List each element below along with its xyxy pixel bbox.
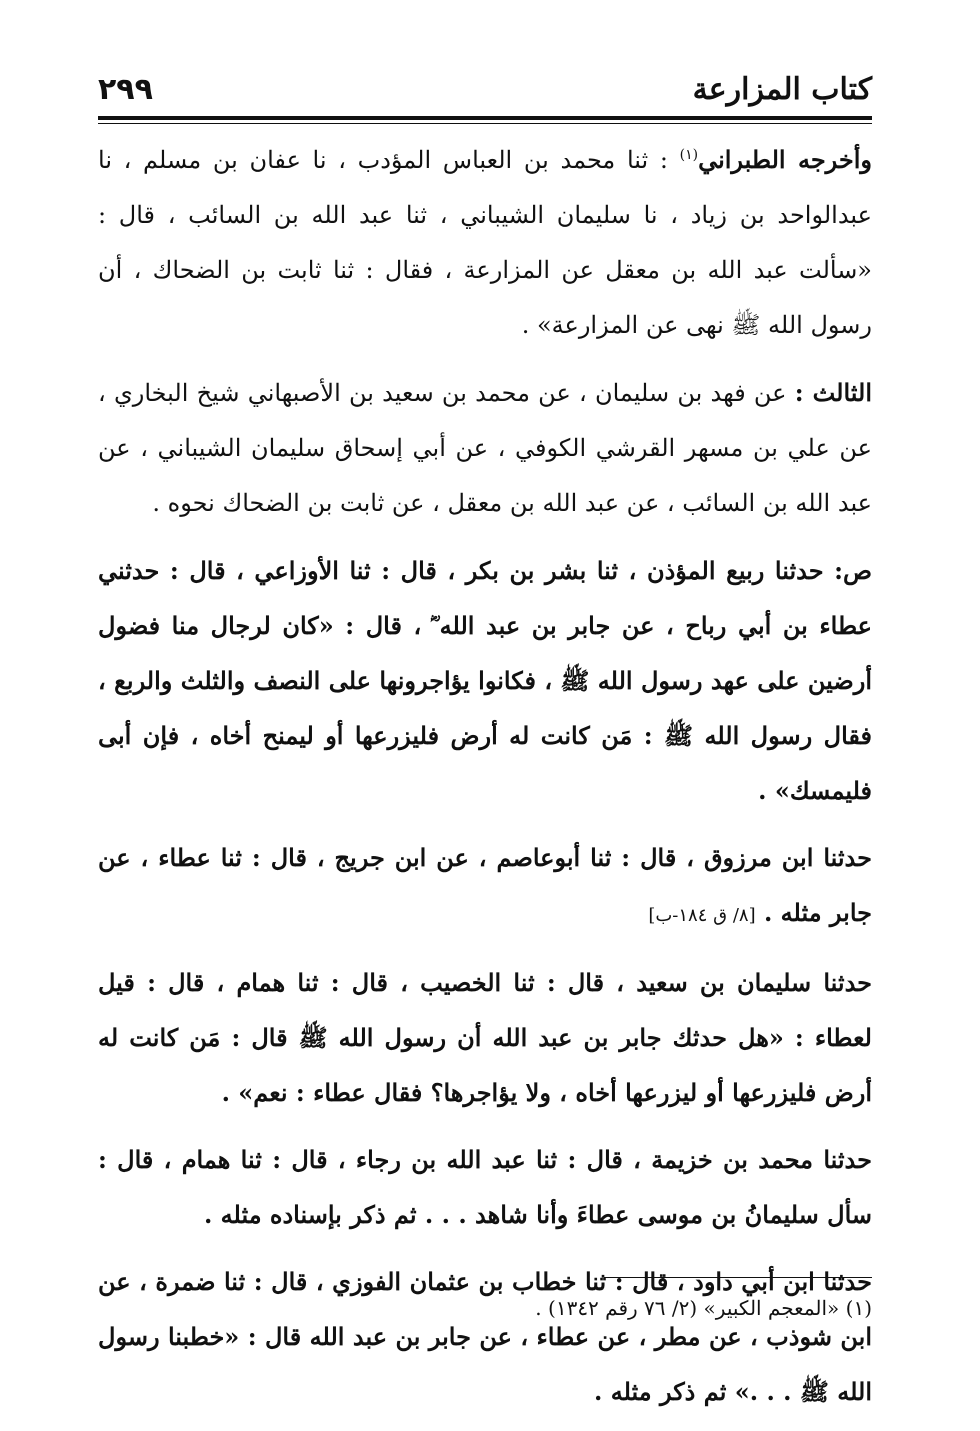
chapter-title: كتاب المزارعة: [692, 72, 872, 107]
footnote: (١) «المعجم الكبير» (٢/ ٧٦ رقم ١٣٤٢) .: [535, 1296, 872, 1320]
paragraph-text: عن فهد بن سليمان ، عن محمد بن سعيد بن الأصبهاني شيخ البخاري ، عن علي بن مسهر القرشي الكوفي ، عن أبي إسحاق سليمان الشيباني ، عن عبد الله بن السائب ، عن عبد الله بن معقل ، عن ثابت بن الضحاك نحوه .: [98, 379, 872, 517]
paragraph-text: ص: حدثنا ربيع المؤذن ، ثنا بشر بن بكر ، قال : ثنا الأوزاعي ، قال : حدثني عطاء بن أبي رباح ، عن جابر بن عبد الله ؓ ، قال : «كان لرجال منا فضول أرضين على عهد رسول الله ﷺ ، فكانوا يؤاجرونها على النصف والثلث والربع ، فقال رسول الله ﷺ : مَن كانت له أرض فليزرعها أو ليمنح أخاه ، فإن أبى فليمسك» .: [98, 556, 872, 805]
paragraph-text: حدثنا ابن أبي داود ، قال : ثنا خطاب بن عثمان الفوزي ، قال : ثنا ضمرة ، عن ابن شوذب ، عن مطر ، عن عطاء ، عن جابر بن عبد الله قال : «خطبنا رسول الله ﷺ . . .» ثم ذكر مثله .: [98, 1267, 872, 1406]
paragraph-ibn-marzuq: [98, 830, 872, 943]
paragraph-text: حدثنا محمد بن خزيمة ، قال : ثنا عبد الله بن رجاء ، قال : ثنا همام ، قال : سأل سليمانُ بن موسى عطاءَ وأنا شاهد . . . ثم ذكر بإسناده مثله .: [98, 1145, 872, 1229]
paragraph-third: [98, 365, 872, 531]
paragraph-khuzayma: [98, 1132, 872, 1242]
header-rule: [98, 116, 872, 120]
paragraph-rabi: [98, 543, 872, 818]
footnote-reference: (١): [679, 147, 699, 163]
main-text: [98, 132, 872, 1431]
paragraph-lead: وأخرجه الطبراني: [698, 145, 873, 174]
paragraph-text: : ثنا محمد بن العباس المؤدب ، نا عفان بن مسلم ، نا عبدالواحد بن زياد ، نا سليمان الشيباني ، ثنا عبد الله بن السائب ، قال : «سألت عبد الله بن معقل عن المزارعة ، فقال : ثنا ثابت بن الضحاك ، أن رسول الله ﷺ نهى عن المزارعة» .: [98, 146, 872, 339]
paragraph-ibn-abi-dawud: [98, 1254, 872, 1419]
footnote-rule: [604, 1277, 872, 1278]
paragraph-tabarani: [98, 132, 872, 353]
manuscript-folio: [٨/ ق ١٨٤-ب]: [648, 905, 756, 926]
paragraph-sulayman: [98, 955, 872, 1120]
page-number: ٢٩٩: [98, 72, 153, 107]
running-header: [98, 60, 872, 110]
paragraph-text: حدثنا ابن مرزوق ، قال : ثنا أبوعاصم ، عن ابن جريج ، قال : ثنا عطاء ، عن جابر مثله .: [98, 843, 872, 927]
paragraph-lead: الثالث :: [794, 378, 872, 407]
paragraph-text: حدثنا سليمان بن سعيد ، قال : ثنا الخصيب ، قال : ثنا همام ، قال : قيل لعطاء : «هل حدثك جابر بن عبد الله أن رسول الله ﷺ قال : مَن كانت له أرض فليزرعها أو ليزرعها أخاه ، ولا يؤاجرها؟ فقال عطاء : نعم» .: [98, 968, 873, 1107]
